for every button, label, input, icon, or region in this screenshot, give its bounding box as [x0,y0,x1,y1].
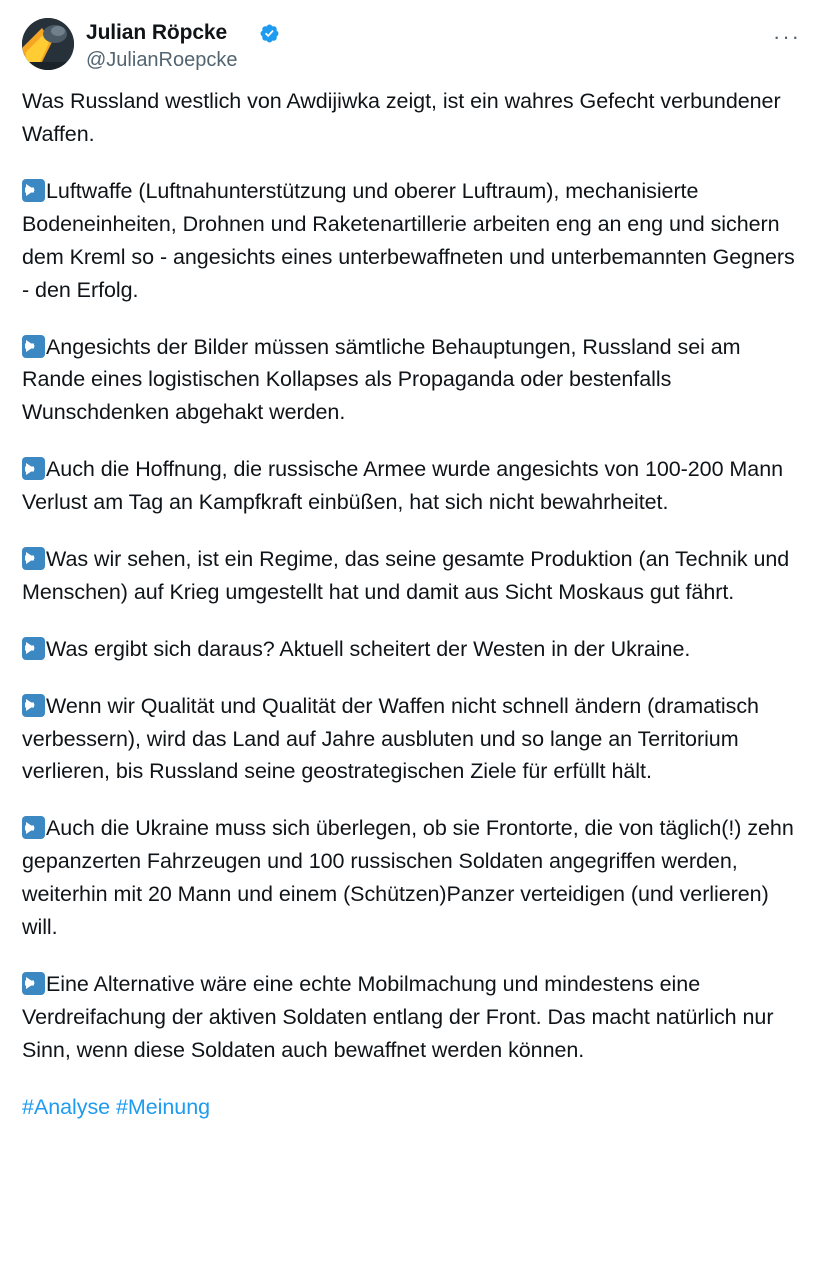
tweet-text [22,85,804,1123]
author-name-row [86,20,758,45]
avatar[interactable] [22,18,74,70]
verified-badge-icon [259,23,280,44]
paragraph-text: Angesichts der Bilder müssen sämtliche Behauptungen, Russland sei am Rande eines logistischen Kollapses als Propaganda oder bestenfalls Wunschdenken abgehakt werden. [22,334,741,425]
tweet-header [22,18,804,73]
tweet-paragraph [22,968,804,1067]
right-arrow-icon [22,457,45,480]
right-arrow-icon [22,637,45,660]
right-arrow-icon [22,816,45,839]
paragraph-text: Luftwaffe (Luftnahunterstützung und oberer Luftraum), mechanisierte Bodeneinheiten, Drohnen und Raketenartillerie arbeiten eng an eng und sichern dem Kreml so - angesichts eines unterbewaffneten und unterbemannten Gegners - den Erfolg. [22,178,795,302]
hashtag-link[interactable]: #Analyse [22,1094,111,1119]
right-arrow-icon [22,547,45,570]
paragraph-text: Eine Alternative wäre eine echte Mobilmachung und mindestens eine Verdreifachung der aktiven Soldaten entlang der Front. Das macht natürlich nur Sinn, wenn diese Soldaten auch bewaffnet werden können. [22,971,774,1062]
author-handle[interactable]: @JulianRoepcke [86,49,238,72]
tweet-paragraph [22,85,804,151]
right-arrow-icon [22,972,45,995]
display-name: Julian Röpcke [86,21,228,44]
tweet-paragraph [22,453,804,519]
paragraph-text: Auch die Ukraine muss sich überlegen, ob sie Frontorte, die von täglich(!) zehn gepanzerten Fahrzeugen und 100 russischen Soldaten angegriffen werden, weiterhin mit 20 Mann und einem (Schützen)Panzer verteidigen (und verlieren) will. [22,816,794,939]
paragraph-text: Was wir sehen, ist ein Regime, das seine gesamte Produktion (an Technik und Menschen) auf Krieg umgestellt hat und damit aus Sicht Moskaus gut fährt. [22,546,790,604]
tweet-paragraph [22,175,804,307]
tweet-paragraph [22,331,804,430]
tweet-paragraph [22,543,804,609]
more-options-icon[interactable]: ··· [773,24,801,49]
tweet-paragraph [22,633,804,666]
hashtag-row [22,1091,804,1123]
paragraph-text: Was ergibt sich daraus? Aktuell scheitert der Westen in der Ukraine. [46,636,691,661]
paragraph-text: Wenn wir Qualität und Qualität der Waffen nicht schnell ändern (dramatisch verbessern), wird das Land auf Jahre ausbluten und so lange an Territorium verlieren, bis Russland seine geostrategischen Ziele für erfüllt hält. [22,693,759,784]
tweet-paragraph [22,812,804,944]
right-arrow-icon [22,335,45,358]
author-identity [86,18,758,73]
paragraph-text: Auch die Hoffnung, die russische Armee wurde angesichts von 100-200 Mann Verlust am Tag an Kampfkraft einbüßen, hat sich nicht bewahrheitet. [22,457,784,515]
right-arrow-icon [22,179,45,202]
ukraine-flag-icon [232,26,254,41]
paragraph-text: Was Russland westlich von Awdijiwka zeigt, ist ein wahres Gefecht verbundener Waffen. [22,89,781,147]
right-arrow-icon [22,694,45,717]
hashtag-link[interactable]: #Meinung [115,1094,211,1119]
tweet-paragraph [22,690,804,789]
